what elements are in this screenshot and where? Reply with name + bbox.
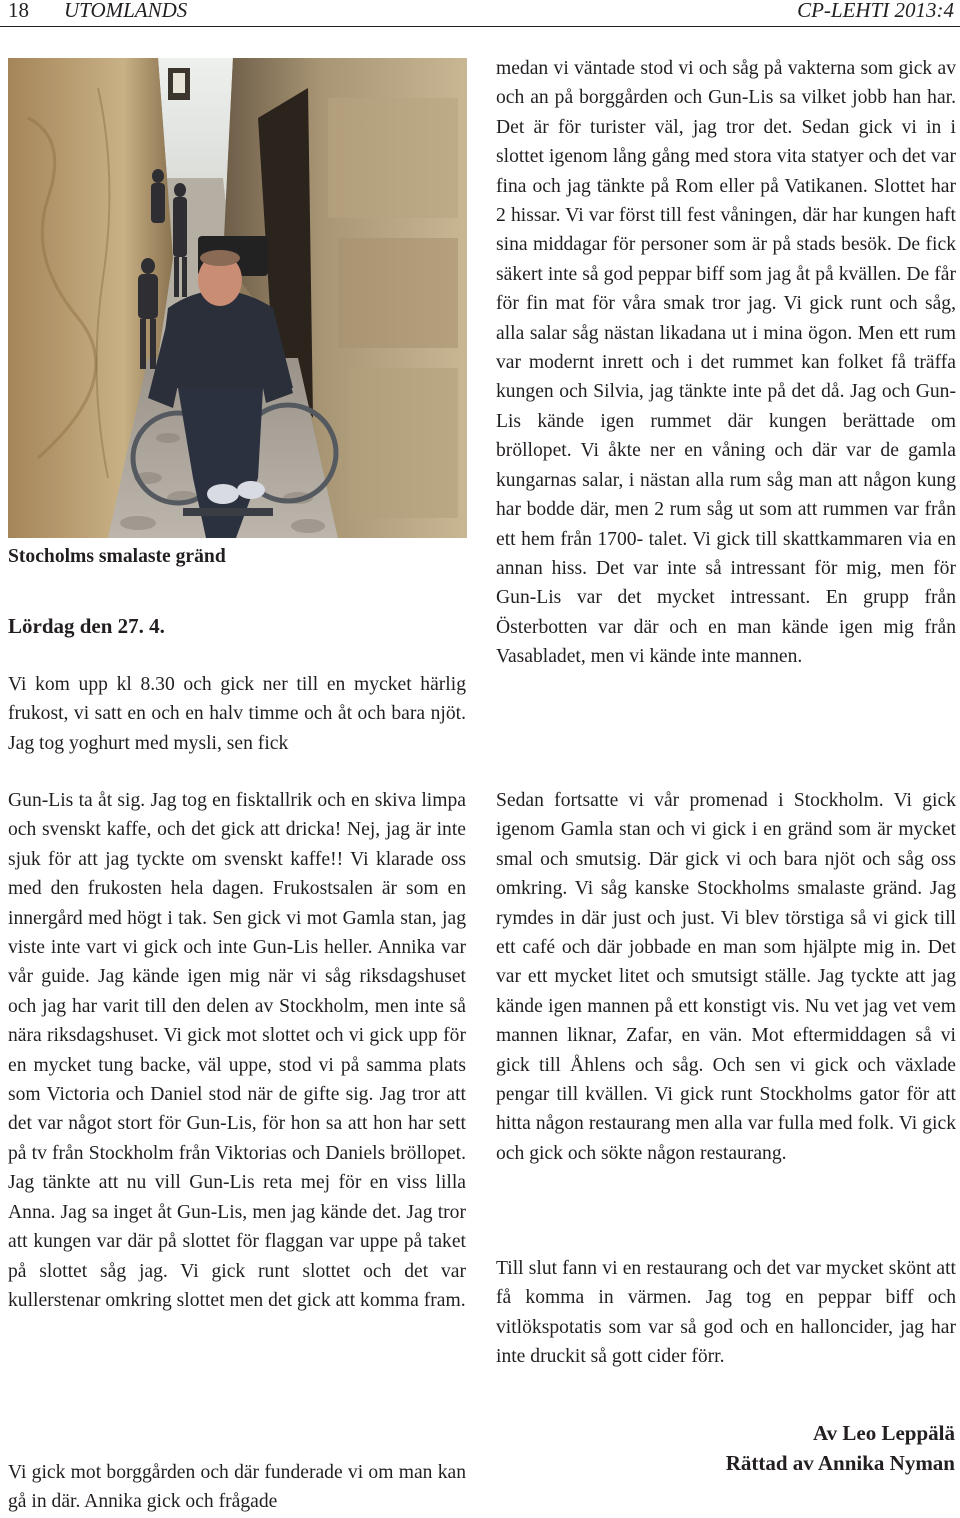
body-paragraph: medan vi väntade stod vi och såg på vakterna som gick av och an på borggården och Gun-Lis sa vilket jobb han har. Det är för turister väl, jag tror det. Sedan gick vi in i slottet igenom lång gång med stora vita statyer och det var fina och jag tänkte på Rom eller på Vatikanen. Slottet har 2 hissar. Vi var först till fest våningen, där har kungen haft sina middagar för personer som är på stads besök. De fick säkert inte så god peppar biff som jag åt på kvällen. De får för fin mat för våra smak tror jag. Vi gick runt och såg, alla salar såg nästan likadana ut i mina ögon. Men ett rum var modernt inrett och i det rummet kan folket få träffa kungen och Silvia, jag tänkte inte på det då. Jag och Gun-Lis kände igen rummet där kungen berättade om bröllopet. Vi åkte ner en våning och där var de gamla kungarnas salar, i nästan alla rum såg man att någon kung har bodde där, men 2 rum såg ut som att rummen var från ett hem från 1700- talet. Vi gick till skattkammaren via en annan hiss. Det var inte så intressant för mig, men för Gun-Lis var det mycket intressant. En grupp från Österbotten var där och en man kände igen mig från Vasabladet, men vi kände inte mannen. <box>496 58 956 668</box>
intro-paragraph: Vi kom upp kl 8.30 och gick ner till en mycket härlig frukost, vi satt en och en halv timme och åt och bara njöt. Jag tog yoghurt med mysli, sen fick <box>8 674 466 754</box>
body-paragraph: Gun-Lis ta åt sig. Jag tog en fisktallrik och en skiva limpa och svenskt kaffe, och det gick att dricka! Nej, jag är inte sjuk för att jag tyckte om svenskt kaffe!! Vi klarade oss med den frukosten hela dagen. Frukostsalen är som en innergård med högt i tak. Sen gick vi mot Gamla stan, jag viste inte vart vi gick och inte Gun-Lis heller. Annika var vår guide. Jag kände igen mig när vi såg riksdagshuset och jag har varit till den delen av Stockholm, men inte så nära riksdagshuset. Vi gick mot slottet och vi gick upp för en mycket tung backe, väl uppe, stod vi på samma plats som Victoria och Daniel stod när de gifte sig. Jag tror att det var något stort för Gun-Lis, för hon sa att hon har sett på tv från Stockholm från Viktorias och Daniels bröllopet. Jag tänkte att nu vill Gun-Lis reta mej för en viss lilla Anna. Jag sa inget åt Gun-Lis, men jag kände det. Jag tror att kungen var där på slottet för flaggan var uppe på taket på slottet såg jag. Vi gick runt slottet och det var kullerstenar omkring slottet men det gick att komma fram. <box>8 790 466 1311</box>
author-credit: Av Leo Leppälä <box>813 1421 955 1445</box>
byline <box>726 1418 955 1478</box>
header-rule <box>0 26 960 27</box>
body-paragraph: Sedan fortsatte vi vår promenad i Stockholm. Vi gick igenom Gamla stan och vi gick i en gränd som är mycket smal och smutsig. Där gick vi och bara njöt och såg oss omkring. Vi såg kanske Stockholms smalaste gränd. Jag rymdes in där just och just. Vi blev törstiga så vi gick till ett café och där jobbade en man som hjälpte mig in. Det var ett mycket litet och smutsigt ställe. Jag tyckte att jag kände igen mannen på ett konstigt vis. Nu vet jag vet vem mannen liknar, Zafar, en vän. Mot eftermiddagen så vi gick till Åhlens och såg. Och sen vi gick och växlade pengar till kvällen. Vi gick runt Stockholms gator för att hitta någon restaurang men alla var fulla med folk. Vi gick och gick och sökte någon restaurang. <box>496 790 956 1164</box>
editor-credit: Rättad av Annika Nyman <box>725 1451 955 1475</box>
article-photo <box>8 58 467 538</box>
right-column-bottom <box>496 1254 956 1372</box>
magazine-issue: CP-LEHTI 2013:4 <box>797 0 954 22</box>
body-paragraph: Vi gick mot borggården och där funderade vi om man kan gå in där. Annika gick och frågade <box>8 1462 466 1513</box>
left-column-body <box>8 786 466 1315</box>
body-paragraph: Till slut fann vi en restaurang och det var mycket skönt att få komma in värmen. Jag tog en peppar biff och vitlökspotatis som var så god och en halloncider, jag har inte druckit så gott cider förr. <box>496 1258 956 1368</box>
section-title: UTOMLANDS <box>64 0 188 22</box>
photo-caption: Stocholms smalaste gränd <box>8 546 226 567</box>
right-column-middle <box>496 786 956 1168</box>
alley-photo-illustration <box>8 58 467 538</box>
left-column-intro <box>8 670 466 758</box>
dateline: Lördag den 27. 4. <box>8 614 165 638</box>
page-header <box>0 0 960 26</box>
right-column-top <box>496 54 956 672</box>
left-column-tail <box>8 1458 466 1517</box>
page-number: 18 <box>8 0 29 22</box>
